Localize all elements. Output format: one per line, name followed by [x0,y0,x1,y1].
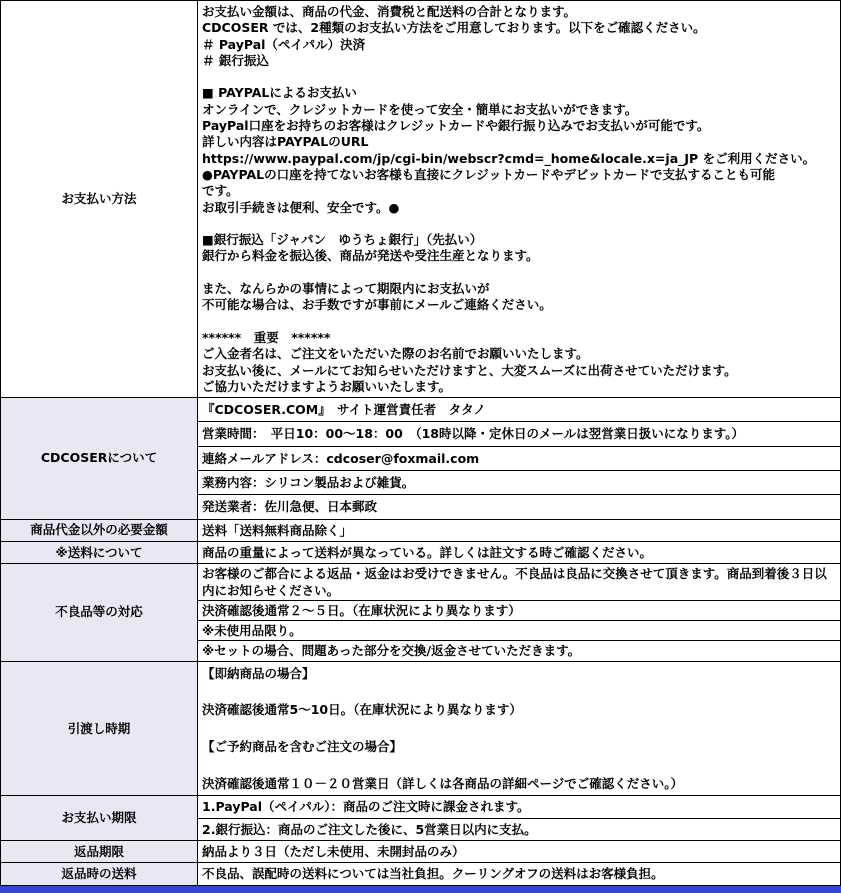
row-about-cdcoser [1,398,840,519]
row-extra-fees [1,520,840,542]
row-content-defective-items [198,564,840,660]
text-line: 発送業者：佐川急便、日本郵政 [202,499,378,515]
row-label-payment-deadline: お支払い期限 [1,796,198,840]
text-line: 【ご予約商品を含むご注文の場合】 [202,739,403,755]
text-line: https://www.paypal.com/jp/cgi-bin/webscr?cmd=_home&locale.x=ja_JP をご利用ください。 [202,150,816,166]
text-line: 詳しい内容はPAYPALのURL [202,134,369,150]
text-line: 商品の重量によって送料が異なっている。詳しくは註文する時ご確認ください。 [202,544,653,560]
row-return-deadline [1,841,840,863]
text-line [202,216,836,232]
row-content-payment-method [198,1,840,397]
cell [198,564,840,600]
text-line: ※未使用品限り。 [202,623,302,639]
text-line: お支払い金額は、商品の代金、消費税と配送料の合計となります。 [202,4,577,19]
cell [198,620,840,640]
cell [198,662,840,796]
row-label-return-shipping: 返品時の送料 [1,863,198,884]
text-line: オンラインで、クレジットカードを使って安全・簡単にお支払いができます。 [202,101,638,117]
text-line: CDCOSER では、2種類のお支払い方法をご用意しております。以下をご確認ください。 [202,20,706,36]
row-content-extra-fees [198,520,840,541]
text-line: 送料「送料無料商品除く」 [202,522,353,538]
cell [198,1,840,397]
row-label-defective-items: 不良品等の対応 [1,564,198,660]
text-line: ※セットの場合、問題あった部分を交換/返金させていただきます。 [202,643,581,659]
text-line [202,265,836,281]
text-line: お客様のご都合による返品・返金はお受けできません。不良品は良品に交換させて頂きます。商品到着後３日以内にお知らせください。 [202,566,827,598]
row-content-return-deadline [198,841,840,862]
cell [198,796,840,817]
cell [198,600,840,620]
row-label-return-deadline: 返品期限 [1,841,198,862]
cell [198,640,840,660]
row-label-about-cdcoser: CDCOSERについて [1,398,198,518]
text-line: 不良品、誤配時の送料については当社負担。クーリングオフの送料はお客様負担。 [202,866,664,882]
row-label-delivery-time: 引渡し時期 [1,662,198,796]
row-content-shipping-note [198,542,840,563]
text-line [202,720,836,738]
text-line: 連絡メールアドレス：cdcoser@foxmail.com [202,450,480,466]
text-line: ＃ PayPal（ペイパル）決済 [202,36,366,52]
cell [198,398,840,421]
text-line: 不可能な場合は、お手数ですが事前にメールご連絡ください。 [202,297,552,313]
row-content-return-shipping [198,863,840,884]
text-line: 【即納商品の場合】 [202,665,315,681]
row-payment-method [1,1,840,398]
row-shipping-note [1,542,840,564]
text-line: また、なんらかの事情によって期限内にお支払いが [202,281,490,297]
text-line [202,757,836,775]
text-line [202,69,836,85]
text-line: ■銀行振込「ジャパン ゆうちょ銀行」（先払い） [202,232,483,248]
text-line: ■ PAYPALによるお支払い [202,85,357,101]
row-content-about-cdcoser [198,398,840,518]
cell [198,520,840,541]
text-line: お取引手続きは便利、安全です。● [202,199,400,215]
text-line: 決済確認後通常１０－２０営業日（詳しくは各商品の詳細ページでご確認ください。） [202,776,684,792]
text-line: 『CDCOSER.COM』 サイト運営責任者 タタノ [202,402,486,418]
text-line: です。 [202,183,239,199]
text-line: 銀行から料金を振込後、商品が発送や受注生産となります。 [202,248,539,264]
cell [198,494,840,518]
cell [198,542,840,563]
row-payment-deadline [1,796,840,841]
row-label-extra-fees: 商品代金以外の必要金額 [1,520,198,541]
row-label-payment-method: お支払い方法 [1,1,198,397]
row-content-payment-deadline [198,796,840,840]
row-delivery-time [1,662,840,797]
text-line [202,314,836,330]
cell [198,863,840,884]
text-line: 業務内容：シリコン製品および雑貨。 [202,475,415,491]
text-line: ●PAYPALの口座を持てないお客様も直接にクレジットカードやデビットカードで支払することも可能 [202,166,776,182]
text-line: 納品より３日（ただし未使用、未開封品のみ） [202,844,465,860]
row-content-delivery-time [198,662,840,796]
text-line [202,683,836,701]
text-line: 営業時間： 平日10：00～18：00 （18時以降・定休日のメールは翌営業日扱いになります。） [202,426,744,442]
cell [198,421,840,445]
cell [198,446,840,470]
text-line: ご入金者名は、ご注文をいただいた際のお名前でお願いいたします。 [202,346,589,362]
row-defective-items [1,564,840,661]
row-return-shipping [1,863,840,885]
text-line: お支払い後に、メールにてお知らせいただけますと、大変スムーズに出荷させていただけます。 [202,362,737,378]
cell [198,841,840,862]
text-line: PayPal口座をお持ちのお客様はクレジットカードや銀行振り込みでお支払いが可能です。 [202,118,710,134]
text-line: ****** 重要 ****** [202,329,331,345]
text-line: 2.銀行振込：商品のご注文した後に、5営業日以内に支払。 [202,821,537,837]
text-line: 1.PayPal（ペイパル）：商品のご注文時に課金されます。 [202,799,530,815]
text-line: ＃ 銀行振込 [202,52,269,68]
cell [198,818,840,840]
text-line: 決済確認後通常5～10日。（在庫状況により異なります） [202,702,522,718]
text-line: 決済確認後通常２～５日。（在庫状況により異なります） [202,602,521,618]
text-line: ご協力いただけますようお願いいたします。 [202,378,452,394]
footer-bar [0,886,841,893]
cell [198,470,840,494]
row-label-shipping-note: ※送料について [1,542,198,563]
